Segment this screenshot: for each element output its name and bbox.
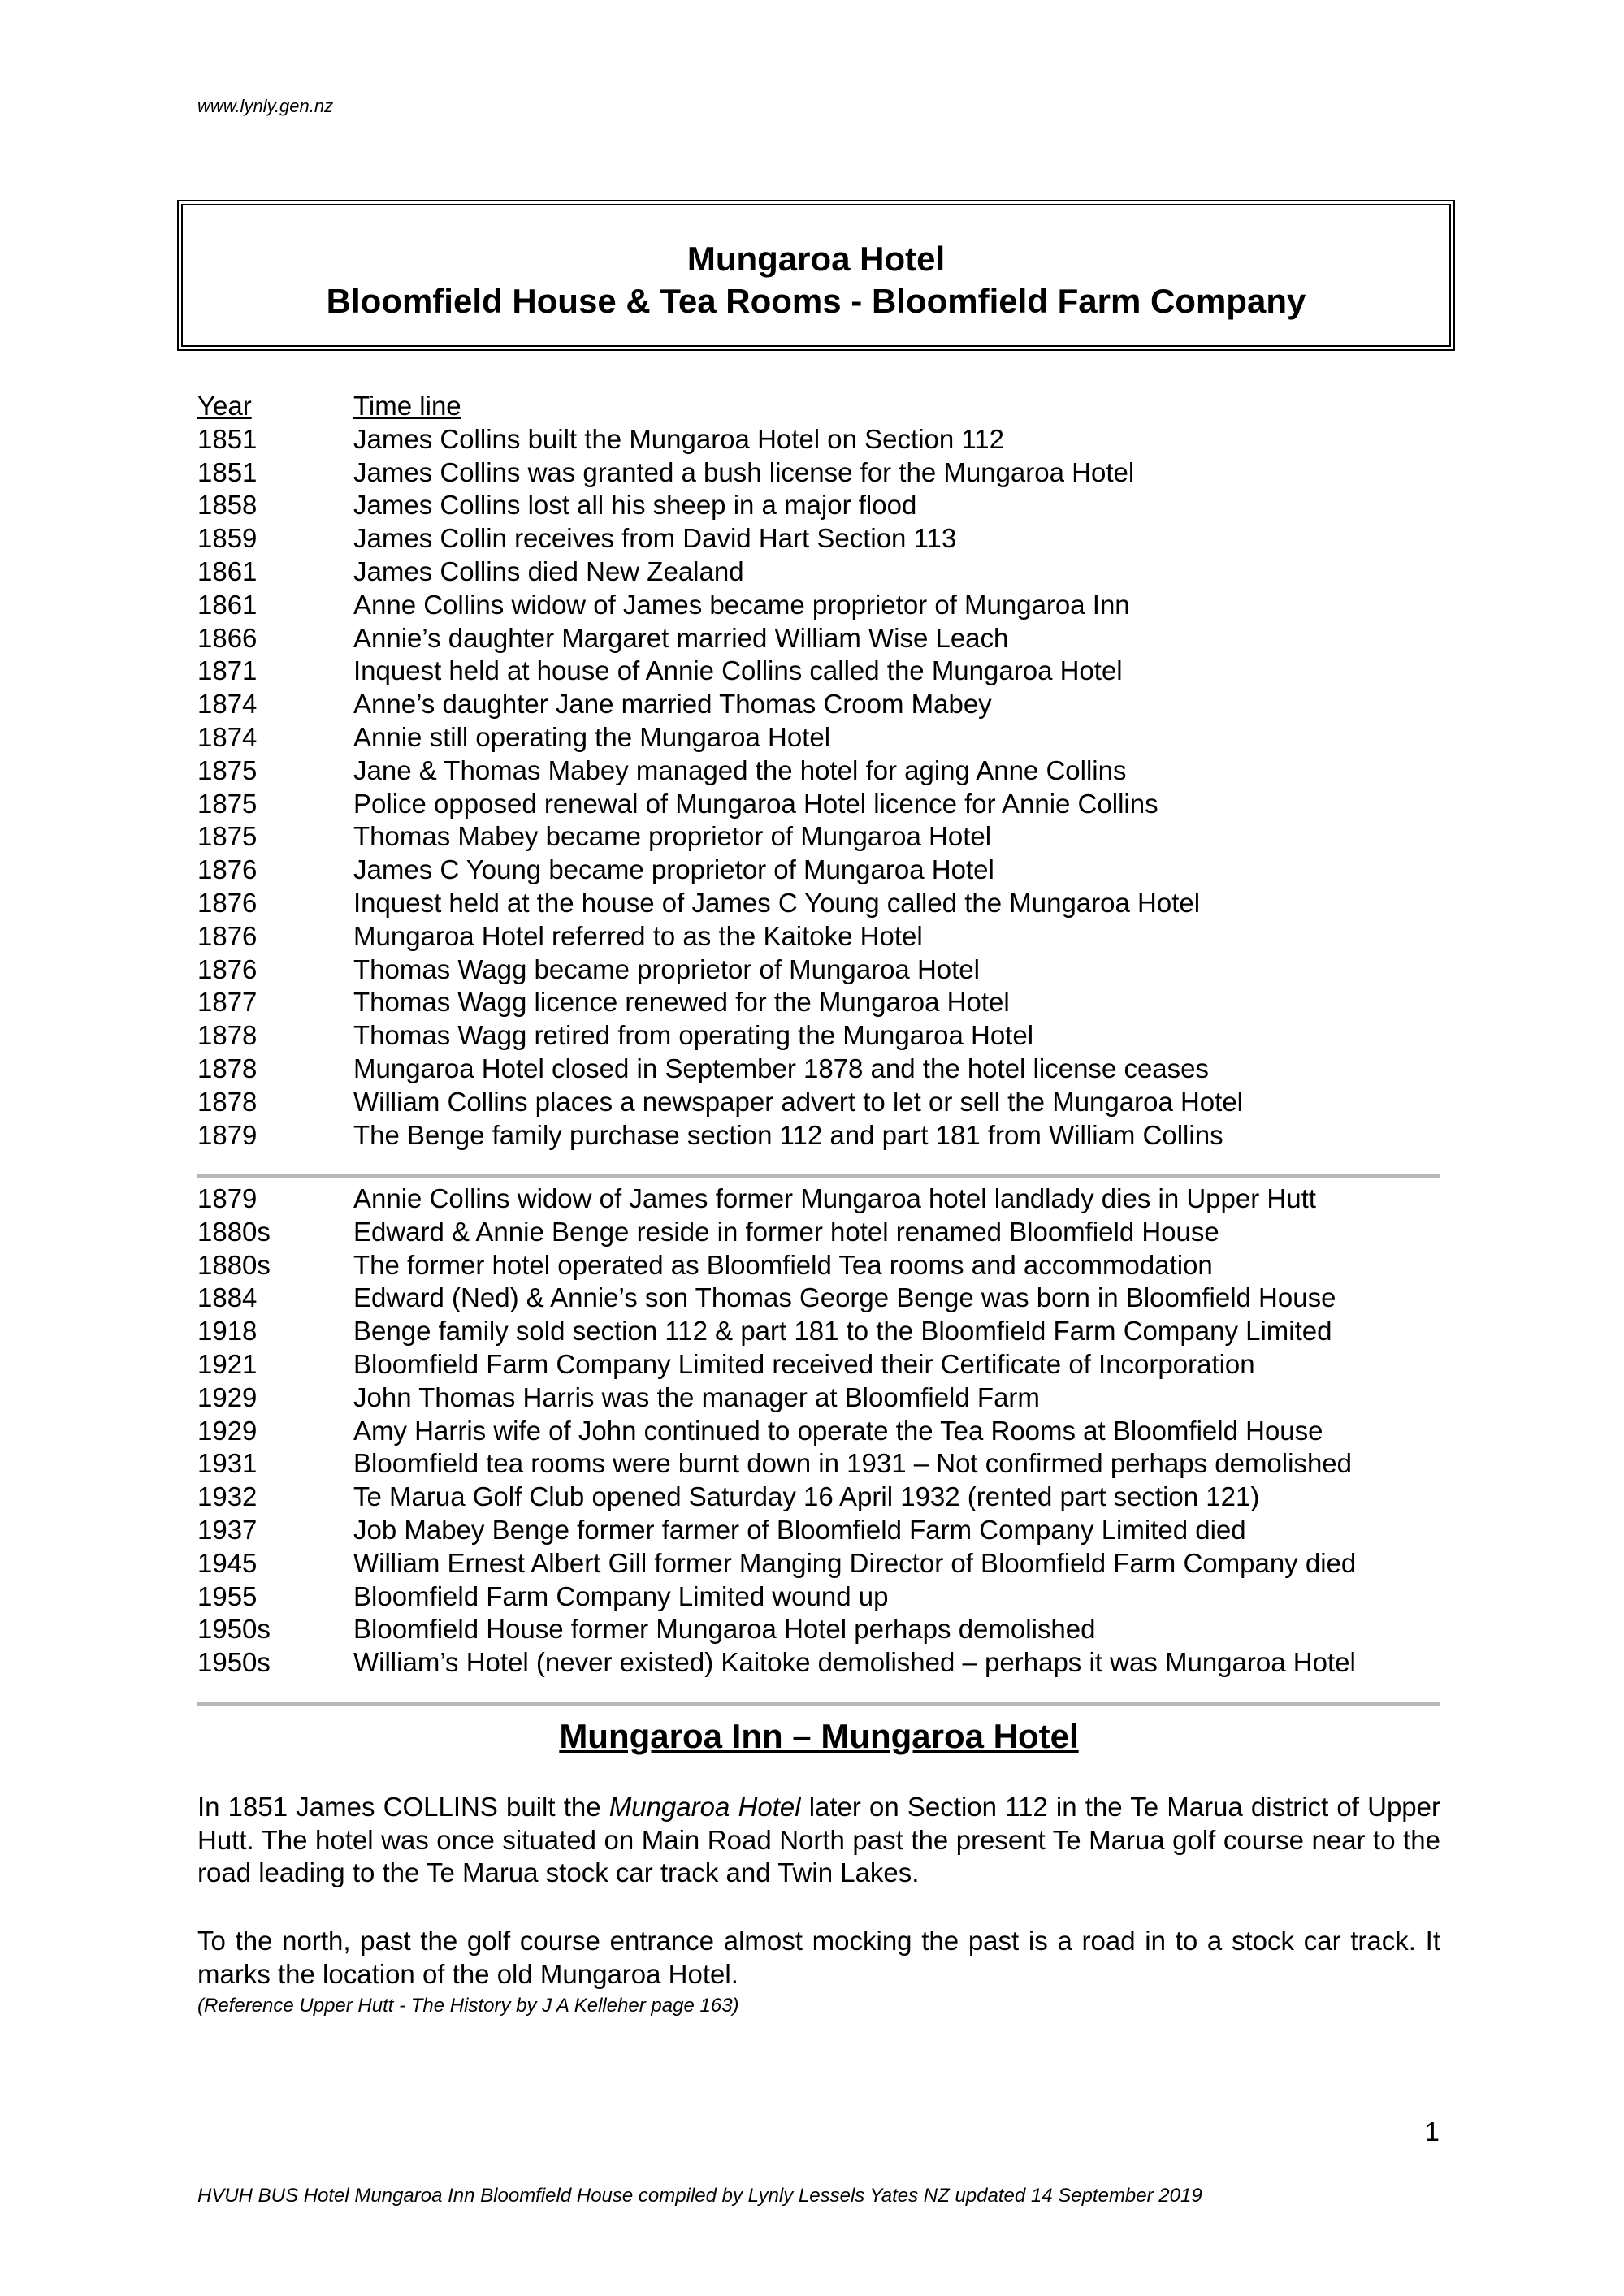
timeline-row (197, 655, 1440, 688)
timeline-event: Edward (Ned) & Annie’s son Thomas George Benge was born in Bloomfield House (353, 1282, 1336, 1313)
timeline-year: 1875 (197, 788, 258, 819)
timeline-event: Annie’s daughter Margaret married William Wise Leach (353, 622, 1009, 653)
timeline-row (197, 1019, 1440, 1053)
section-divider (197, 1702, 1440, 1706)
timeline-row (197, 1481, 1440, 1514)
timeline-event: Edward & Annie Benge reside in former hotel renamed Bloomfield House (353, 1216, 1219, 1247)
timeline-year: 1859 (197, 523, 258, 554)
timeline-row (197, 1447, 1440, 1481)
timeline-part-2 (197, 1183, 1440, 1680)
timeline-row (197, 1053, 1440, 1086)
timeline-row (197, 456, 1440, 490)
timeline-year: 1880s (197, 1216, 271, 1247)
timeline-year: 1876 (197, 887, 258, 918)
timeline-year: 1874 (197, 689, 258, 720)
timeline-event: Jane & Thomas Mabey managed the hotel for aging Anne Collins (353, 755, 1127, 785)
timeline-event: Anne’s daughter Jane married Thomas Croom Mabey (353, 689, 992, 720)
year-column-header: Year (197, 391, 252, 421)
timeline-row (197, 688, 1440, 721)
timeline-event: Annie Collins widow of James former Mungaroa hotel landlady dies in Upper Hutt (353, 1183, 1316, 1213)
hotel-name-italic: Mungaroa Hotel (608, 1792, 801, 1822)
timeline-event: James Collin receives from David Hart Section 113 (353, 523, 957, 554)
timeline-event: William Collins places a newspaper advert to let or sell the Mungaroa Hotel (353, 1086, 1244, 1117)
paragraph-text: In 1851 James COLLINS built the (197, 1792, 609, 1822)
timeline-year: 1955 (197, 1580, 258, 1611)
page-number: 1 (1424, 2117, 1440, 2147)
timeline-event: James Collins was granted a bush license for the Mungaroa Hotel (353, 456, 1135, 487)
timeline-event: James Collins died New Zealand (353, 556, 744, 586)
timeline-row (197, 1613, 1440, 1646)
timeline-row (197, 522, 1440, 556)
timeline-column-header: Time line (353, 391, 461, 421)
timeline-row (197, 788, 1440, 821)
timeline-event: Benge family sold section 112 & part 181 to the Bloomfield Farm Company Limited (353, 1316, 1332, 1347)
timeline-year: 1945 (197, 1547, 258, 1578)
timeline-row (197, 1348, 1440, 1381)
timeline-year: 1876 (197, 920, 258, 951)
paragraph: To the north, past the golf course entrance almost mocking the past is a road in to a stock car track. It marks the location of the old Mungaroa Hotel. (197, 1926, 1440, 1989)
timeline-event: Mungaroa Hotel referred to as the Kaitoke Hotel (353, 920, 923, 951)
page-title: Mungaroa Hotel (686, 240, 946, 278)
timeline-row (197, 953, 1440, 987)
timeline-year: 1880s (197, 1249, 271, 1280)
timeline-year: 1884 (197, 1282, 258, 1313)
timeline-row (197, 721, 1440, 755)
paragraph (197, 1791, 1440, 1890)
timeline-part-1 (197, 390, 1440, 1152)
timeline-event: Police opposed renewal of Mungaroa Hotel licence for Annie Collins (353, 788, 1158, 819)
timeline-event: The Benge family purchase section 112 and part 181 from William Collins (353, 1119, 1223, 1150)
timeline-event: Thomas Wagg licence renewed for the Mungaroa Hotel (353, 987, 1010, 1018)
section-heading: Mungaroa Inn – Mungaroa Hotel (559, 1717, 1079, 1755)
timeline-year: 1878 (197, 1086, 258, 1117)
timeline-year: 1861 (197, 589, 258, 620)
title-box (177, 200, 1455, 351)
timeline-event: Bloomfield Farm Company Limited received their Certificate of Incorporation (353, 1348, 1255, 1379)
timeline-event: James C Young became proprietor of Mungaroa Hotel (353, 854, 994, 885)
timeline-row (197, 423, 1440, 456)
timeline-event: Inquest held at house of Annie Collins called the Mungaroa Hotel (353, 655, 1123, 686)
timeline-year: 1929 (197, 1381, 258, 1412)
timeline-event: Mungaroa Hotel closed in September 1878 and the hotel license ceases (353, 1053, 1210, 1083)
timeline-event: Thomas Mabey became proprietor of Mungaroa Hotel (353, 821, 992, 852)
timeline-row (197, 755, 1440, 788)
timeline-row (197, 556, 1440, 589)
timeline-event: Inquest held at the house of James C Young called the Mungaroa Hotel (353, 887, 1201, 918)
timeline-year: 1932 (197, 1481, 258, 1512)
timeline-event: Bloomfield House former Mungaroa Hotel perhaps demolished (353, 1614, 1096, 1645)
timeline-year: 1931 (197, 1448, 258, 1479)
timeline-year: 1851 (197, 423, 258, 454)
timeline-year: 1878 (197, 1020, 258, 1051)
timeline-event: James Collins built the Mungaroa Hotel on Section 112 (353, 423, 1005, 454)
page-subtitle: Bloomfield House & Tea Rooms - Bloomfield Farm Company (326, 282, 1306, 320)
timeline-year: 1861 (197, 556, 258, 586)
timeline-row (197, 1646, 1440, 1680)
timeline-row (197, 1086, 1440, 1119)
timeline-year: 1921 (197, 1348, 258, 1379)
timeline-row (197, 622, 1440, 655)
timeline-row (197, 820, 1440, 854)
timeline-row (197, 1119, 1440, 1152)
timeline-year: 1876 (197, 854, 258, 885)
timeline-year: 1876 (197, 953, 258, 984)
timeline-event: Te Marua Golf Club opened Saturday 16 April 1932 (rented part section 121) (353, 1481, 1260, 1512)
section-divider (197, 1174, 1440, 1178)
timeline-year: 1851 (197, 456, 258, 487)
timeline-row (197, 1216, 1440, 1249)
timeline-year: 1875 (197, 821, 258, 852)
timeline-year: 1866 (197, 622, 258, 653)
timeline-year: 1877 (197, 987, 258, 1018)
timeline-row (197, 1381, 1440, 1415)
timeline-year: 1929 (197, 1415, 258, 1446)
timeline-row (197, 986, 1440, 1019)
timeline-row (197, 1580, 1440, 1614)
timeline-year: 1871 (197, 655, 258, 686)
timeline-row (197, 854, 1440, 887)
timeline-event: Amy Harris wife of John continued to operate the Tea Rooms at Bloomfield House (353, 1415, 1323, 1446)
timeline-year: 1937 (197, 1514, 258, 1545)
timeline-row (197, 1415, 1440, 1448)
timeline-event: Job Mabey Benge former farmer of Bloomfield Farm Company Limited died (353, 1514, 1246, 1545)
timeline-event: The former hotel operated as Bloomfield Tea rooms and accommodation (353, 1249, 1213, 1280)
site-url: www.lynly.gen.nz (197, 96, 334, 116)
paragraph-text: later on Section 112 in the Te Marua district of Upper Hutt. The hotel was once situated on Main Road North past the present Te Marua golf course near to the road leading to the Te Marua stock car track and Twin Lakes. (197, 1792, 1440, 1887)
timeline-row (197, 1514, 1440, 1547)
timeline-event: Thomas Wagg became proprietor of Mungaroa Hotel (353, 953, 980, 984)
timeline-year: 1879 (197, 1183, 258, 1213)
timeline-event: Bloomfield Farm Company Limited wound up (353, 1580, 889, 1611)
timeline-event: William’s Hotel (never existed) Kaitoke demolished – perhaps it was Mungaroa Hotel (353, 1647, 1356, 1678)
timeline-row (197, 1547, 1440, 1580)
timeline-year: 1918 (197, 1316, 258, 1347)
timeline-header (197, 390, 1440, 423)
timeline-row (197, 489, 1440, 522)
timeline-row (197, 1249, 1440, 1282)
timeline-event: Anne Collins widow of James became proprietor of Mungaroa Inn (353, 589, 1130, 620)
reference-note: (Reference Upper Hutt - The History by J A Kelleher page 163) (197, 1995, 739, 2017)
timeline-event: Thomas Wagg retired from operating the Mungaroa Hotel (353, 1020, 1034, 1051)
timeline-year: 1858 (197, 490, 258, 521)
timeline-event: William Ernest Albert Gill former Manging Director of Bloomfield Farm Company died (353, 1547, 1357, 1578)
timeline-row (197, 1315, 1440, 1348)
timeline-event: John Thomas Harris was the manager at Bloomfield Farm (353, 1381, 1040, 1412)
timeline-row (197, 589, 1440, 622)
timeline-year: 1875 (197, 755, 258, 785)
timeline-year: 1878 (197, 1053, 258, 1083)
timeline-event: Annie still operating the Mungaroa Hotel (353, 721, 831, 752)
timeline-event: James Collins lost all his sheep in a major flood (353, 490, 917, 521)
timeline-row (197, 920, 1440, 953)
timeline-year: 1879 (197, 1119, 258, 1150)
timeline-row (197, 1282, 1440, 1315)
timeline-year: 1950s (197, 1614, 271, 1645)
timeline-year: 1950s (197, 1647, 271, 1678)
page-footer: HVUH BUS Hotel Mungaroa Inn Bloomfield House compiled by Lynly Lessels Yates NZ updated 14 September 2019 (197, 2185, 1202, 2207)
timeline-row (197, 887, 1440, 920)
timeline-event: Bloomfield tea rooms were burnt down in 1931 – Not confirmed perhaps demolished (353, 1448, 1353, 1479)
timeline-row (197, 1183, 1440, 1216)
timeline-year: 1874 (197, 721, 258, 752)
